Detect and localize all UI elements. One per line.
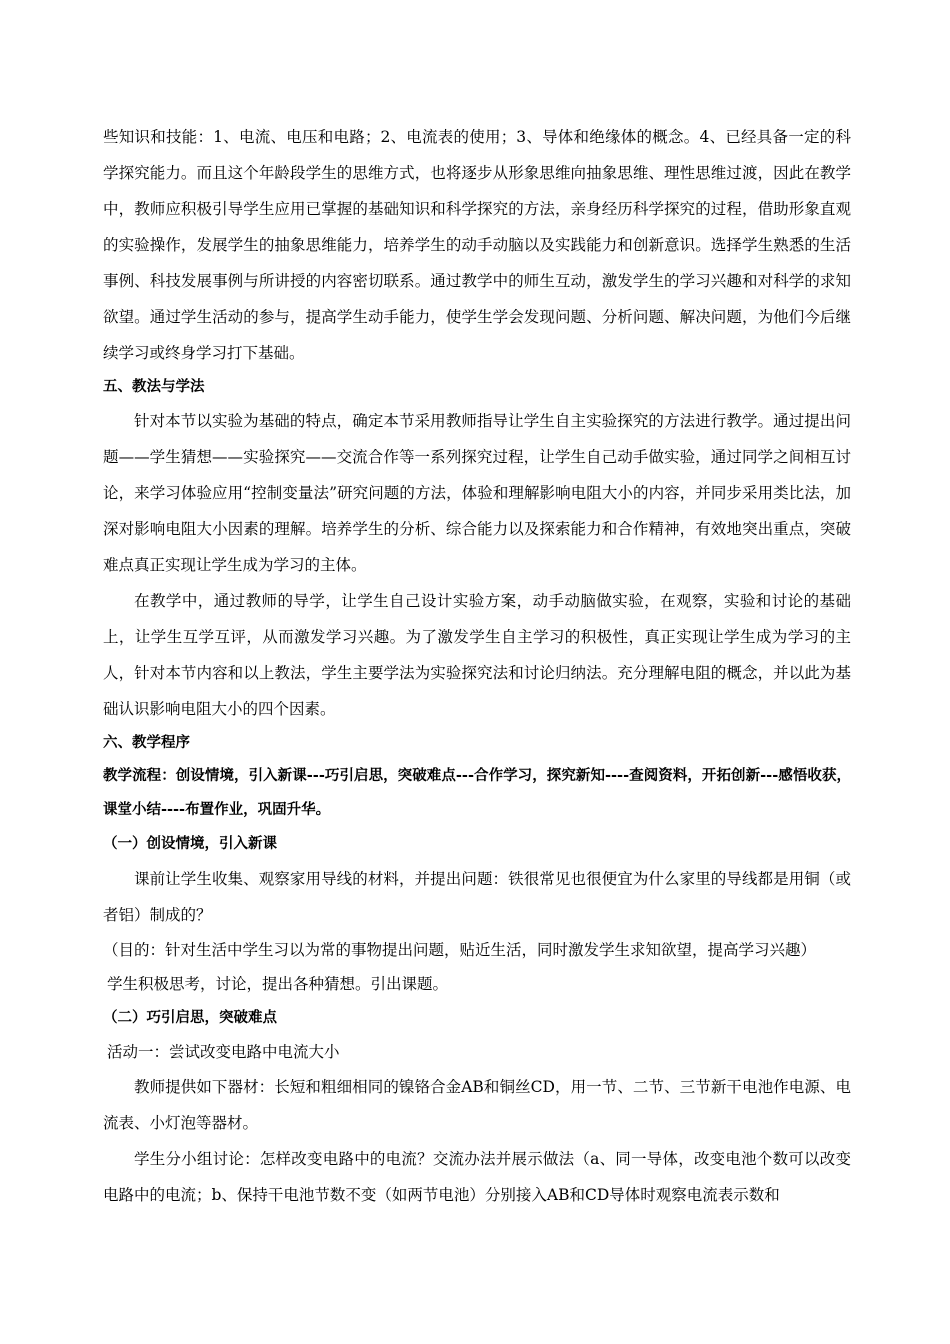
paragraph-teaching-method: 针对本节以实验为基础的特点，确定本节采用教师指导让学生自主实验探究的方法进行教学。通过提出问题——学生猜想——实验探究——交流合作等一系列探究过程，让学生自己动手做实验，通过同学之间相互讨论，来学习体验应用“控制变量法”研究问题的方法，体验和理解影响电阻大小的内容，并同步采用类比法，加深对影响电阻大小因素的理解。培养学生的分析、综合能力以及探索能力和合作精神，有效地突出重点，突破难点真正实现让学生成为学习的主体。 [103, 412, 851, 574]
document-body [103, 119, 851, 1213]
section-heading-teaching-methods: 五、教法与学法 [103, 379, 205, 395]
subsection-heading-1: （一）创设情境，引入新课 [103, 836, 277, 852]
paragraph-purpose: （目的：针对生活中学生习以为常的事物提出问题，贴近生活，同时激发学生求知欲望，提高学习兴趣） [103, 941, 817, 959]
paragraph-student-analysis: 些知识和技能：1、电流、电压和电路；2、电流表的使用；3、导体和绝缘体的概念。4、已经具备一定的科学探究能力。而且这个年龄段学生的思维方式，也将逐步从形象思维向抽象思维、理性思维过渡，因此在教学中，教师应积极引导学生应用已掌握的基础知识和科学探究的方法，亲身经历科学探究的过程，借助形象直观的实验操作，发展学生的抽象思维能力，培养学生的动手动脑以及实践能力和创新意识。选择学生熟悉的生活事例、科技发展事例与所讲授的内容密切联系。通过教学中的师生互动，激发学生的学习兴趣和对科学的求知欲望。通过学生活动的参与，提高学生动手能力，使学生学会发现问题、分析问题、解决问题，为他们今后继续学习或终身学习打下基础。 [103, 128, 851, 362]
activity-heading-1: 活动一：尝试改变电路中电流大小 [107, 1043, 340, 1061]
section-heading-teaching-procedure: 六、教学程序 [103, 735, 190, 751]
teaching-flow: 教学流程：创设情境，引入新课---巧引启思，突破难点---合作学习，探究新知----查阅资料，开拓创新---感悟收获，课堂小结----布置作业，巩固升华。 [103, 768, 851, 818]
paragraph-introduction: 课前让学生收集、观察家用导线的材料，并提出问题：铁很常见也很便宜为什么家里的导线都是用铜（或者铝）制成的？ [103, 870, 851, 924]
subsection-heading-2: （二）巧引启思，突破难点 [103, 1010, 277, 1026]
paragraph-student-thinking: 学生积极思考，讨论，提出各种猜想。引出课题。 [107, 975, 449, 993]
paragraph-group-discussion: 学生分小组讨论：怎样改变电路中的电流？交流办法并展示做法（a、同一导体，改变电池个数可以改变电路中的电流；b、保持干电池节数不变（如两节电池）分别接入AB和CD导体时观察电流表示数和 [103, 1150, 851, 1204]
paragraph-learning-method: 在教学中，通过教师的导学，让学生自己设计实验方案，动手动脑做实验，在观察，实验和讨论的基础上，让学生互学互评，从而激发学习兴趣。为了激发学生自主学习的积极性，真正实现让学生成为学习的主人，针对本节内容和以上教法，学生主要学法为实验探究法和讨论归纳法。充分理解电阻的概念，并以此为基础认识影响电阻大小的四个因素。 [103, 592, 851, 718]
paragraph-equipment: 教师提供如下器材：长短和粗细相同的镍铬合金AB和铜丝CD，用一节、二节、三节新干电池作电源、电流表、小灯泡等器材。 [103, 1078, 851, 1132]
